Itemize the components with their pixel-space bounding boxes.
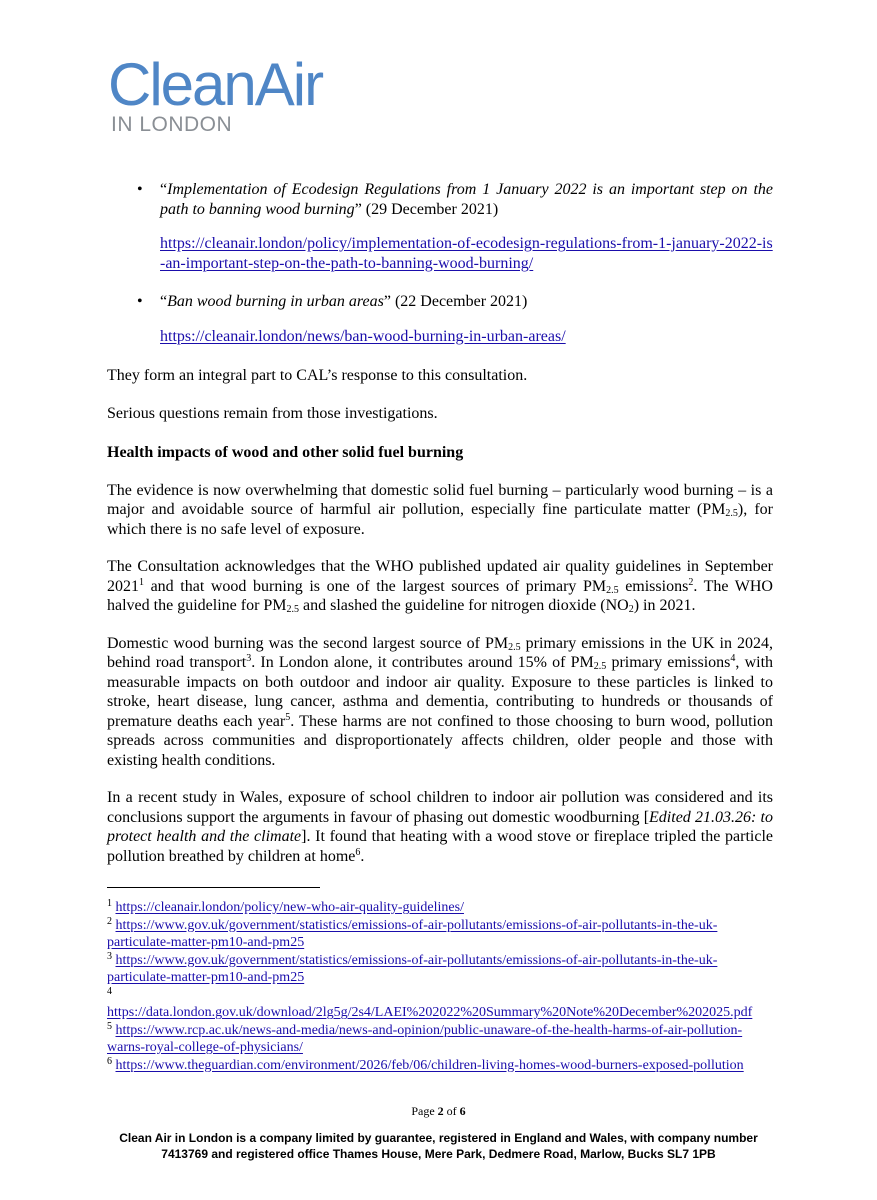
bullet-text: “Ban wood burning in urban areas” (22 December 2021) <box>160 293 528 310</box>
quote-title: Implementation of Ecodesign Regulations from 1 January 2022 is an important step on the path to banning wood burning <box>160 181 773 218</box>
page-number: Page 2 of 6 <box>411 1104 466 1118</box>
footnote-link[interactable]: https://www.gov.uk/government/statistics/emissions-of-air-pollutants/emissions-of-air-pollutants-in-the-uk-particulate-matter-pm10-and-pm25 <box>107 917 718 950</box>
bullet-link-block <box>160 327 773 347</box>
footnote-item: $^1$ https://cleanair.london/policy/new-who-air-quality-guidelines/ <box>107 898 464 915</box>
footnotes <box>107 899 773 1074</box>
bullet-dot-icon: • <box>137 181 143 198</box>
footnote-ref[interactable]: 5 <box>285 711 291 723</box>
paragraph-domestic-wood: Domestic wood burning was the second largest source of $PM_{2.5}$ primary emissions in the UK in 2024, behind road transport$^3$. In London alone, it contributes around 15% of $PM_{2.5}$ primary emissions$^4$, with measurable impacts on both outdoor and indoor air quality. Exposure to these particles is linked to stroke, heart disease, lung cancer, asthma and dementia, contributing to hundreds or thousands of premature deaths each year$^5$. These harms are not confined to those choosing to burn wood, pollution spreads across communities and disproportionately affects children, older people and those with existing health conditions. <box>107 634 774 769</box>
footnote-item: $^6$ https://www.theguardian.com/environment/2026/feb/06/children-living-homes-wood-burners-exposed-pollution <box>107 1055 744 1073</box>
article-link[interactable]: https://cleanair.london/policy/implementation-of-ecodesign-regulations-from-1-january-2022-is-an-important-step-on-the-path-to-banning-wood-burning/ <box>160 235 773 272</box>
clean-air-in-london-logo <box>108 51 323 136</box>
footer-line-1: Clean Air in London is a company limited by guarantee, registered in England and Wales, with company number <box>119 1131 758 1145</box>
footnote-link[interactable]: https://www.theguardian.com/environment/2026/feb/06/children-living-homes-wood-burners-exposed-pollution <box>115 1057 744 1073</box>
bullet-link-block <box>160 234 773 273</box>
footnote-link[interactable]: https://cleanair.london/policy/new-who-air-quality-guidelines/ <box>115 900 464 915</box>
footnote-ref[interactable]: 6 <box>355 846 361 858</box>
section-heading: Health impacts of wood and other solid fuel burning <box>107 444 464 461</box>
bullet-dot-icon: • <box>137 293 143 310</box>
bullet-item <box>107 292 773 312</box>
footnote-item: $^3$ https://www.gov.uk/government/statistics/emissions-of-air-pollutants/emissions-of-air-pollutants-in-the-uk-particulate-matter-pm10-and-pm25 <box>107 950 718 985</box>
footnote-item: $^5$ https://www.rcp.ac.uk/news-and-media/news-and-opinion/public-unaware-of-the-health-harms-of-air-pollution-warns-royal-college-of-physicians/ <box>107 1020 743 1055</box>
bullet-text: “Implementation of Ecodesign Regulations from 1 January 2022 is an important step on the path to banning wood burning” (29 December 2021) <box>160 181 773 218</box>
bullet-item <box>107 180 773 219</box>
quote-title: Ban wood burning in urban areas <box>167 293 384 310</box>
logo-clean: Clean <box>108 51 255 118</box>
footnote-divider <box>107 887 320 888</box>
footnote-link[interactable]: https://www.gov.uk/government/statistics/emissions-of-air-pollutants/emissions-of-air-pollutants-in-the-uk-particulate-matter-pm10-and-pm25 <box>107 952 718 985</box>
company-footer <box>0 1131 877 1162</box>
footer-line-2: 7413769 and registered office Thames House, Mere Park, Dedmere Road, Marlow, Bucks SL7 1PB <box>161 1146 716 1161</box>
paragraph-questions: Serious questions remain from those investigations. <box>107 404 438 422</box>
document-body <box>107 180 773 866</box>
footnote-link[interactable]: https://data.london.gov.uk/download/2lg5g/2s4/LAEI%202022%20Summary%20Note%20December%202025.pdf <box>107 1005 753 1020</box>
footnote-link[interactable]: https://www.rcp.ac.uk/news-and-media/news-and-opinion/public-unaware-of-the-health-harms-of-air-pollution-warns-royal-college-of-physicians/ <box>107 1022 743 1055</box>
paragraph-evidence: The evidence is now overwhelming that domestic solid fuel burning – particularly wood burning – is a major and avoidable source of harmful air pollution, especially fine particulate matter $(PM_{2.5})$, for which there is no safe level of exposure. <box>107 481 773 538</box>
article-link[interactable]: https://cleanair.london/news/ban-wood-burning-in-urban-areas/ <box>160 327 566 345</box>
logo-subtitle: IN LONDON <box>111 113 233 136</box>
footnote-ref[interactable]: 3 <box>246 653 252 664</box>
logo-wordmark <box>108 51 323 118</box>
paragraph-wales-study: In a recent study in Wales, exposure of school children to indoor air pollution was considered and its conclusions support the arguments in favour of phasing out domestic woodburning [Edited 21.03.26: to protect health and the climate]. It found that heating with a wood stove or fireplace tripled the particle pollution breathed by children at home$^6$. <box>107 789 774 865</box>
footnote-item: $^2$ https://www.gov.uk/government/statistics/emissions-of-air-pollutants/emissions-of-air-pollutants-in-the-uk-particulate-matter-pm10-and-pm25 <box>107 915 718 950</box>
edit-note: Edited 21.03.26: to protect health and the climate <box>107 808 774 845</box>
paragraph-consultation: The Consultation acknowledges that the WHO published updated air quality guidelines in September 2021$^1$ and that wood burning is one of the largest sources of primary $PM_{2.5}$ emissions$^2$. The WHO halved the guideline for $PM_{2.5}$ and slashed the guideline for nitrogen dioxide $(NO_2)$ in 2021. <box>107 558 773 615</box>
logo-air: Air <box>254 51 323 118</box>
footnote-ref[interactable]: 4 <box>730 653 736 664</box>
footnote-ref[interactable]: 2 <box>688 576 694 588</box>
footnote-item: $^4$ https://data.london.gov.uk/download/2lg5g/2s4/LAEI%202022%20Summary%20Note%20December%202025.pdf <box>107 985 753 1020</box>
paragraph-integral: They form an integral part to CAL’s response to this consultation. <box>107 367 528 384</box>
footnote-ref[interactable]: 1 <box>139 576 144 588</box>
